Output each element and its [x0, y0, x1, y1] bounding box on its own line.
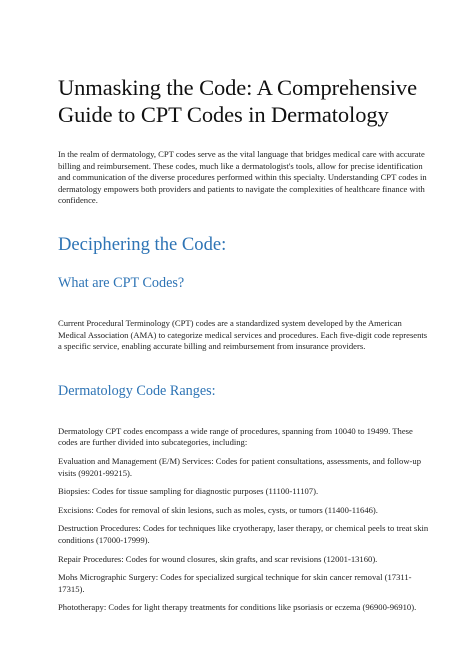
subsection-heading-what-are-cpt-codes: What are CPT Codes?: [58, 274, 185, 291]
list-item: Destruction Procedures: Codes for techniques like cryotherapy, laser therapy, or chemical peels to treat skin conditions (17000-17999).: [58, 523, 429, 545]
subsection-heading-code-ranges: Dermatology Code Ranges:: [58, 382, 216, 399]
document-title-line-1: Unmasking the Code: A Comprehensive: [58, 75, 417, 100]
list-item: Mohs Micrographic Surgery: Codes for specialized surgical technique for skin cancer removal (17311-17315).: [58, 572, 412, 594]
list-item: Repair Procedures: Codes for wound closures, skin grafts, and scar revisions (12001-13160).: [58, 553, 378, 564]
list-item: Phototherapy: Codes for light therapy treatments for conditions like psoriasis or eczema (96900-96910).: [58, 602, 417, 613]
cpt-definition-paragraph: Current Procedural Terminology (CPT) codes are a standardized system developed by the American Medical Association (AMA) to categorize medical services and procedures. Each five-digit code represents a specific service, enabling accurate billing and reimbursement from insurance providers.: [58, 317, 428, 352]
section-heading: Deciphering the Code:: [58, 233, 227, 255]
document-page: [58, 74, 430, 614]
code-range-list: [58, 456, 430, 614]
list-item: Evaluation and Management (E/M) Services: Codes for patient consultations, assessments, and follow-up visits (99201-99215).: [58, 455, 422, 478]
document-title-line-2: Guide to CPT Codes in Dermatology: [58, 102, 389, 127]
list-item: Excisions: Codes for removal of skin lesions, such as moles, cysts, or tumors (11400-11646).: [58, 504, 378, 515]
document-title: [58, 74, 430, 128]
code-ranges-paragraph: Dermatology CPT codes encompass a wide range of procedures, spanning from 10040 to 19499. These codes are further divided into subcategories, including:: [58, 425, 413, 448]
intro-paragraph: In the realm of dermatology, CPT codes serve as the vital language that bridges medical care with accurate billing and reimbursement. These codes, much like a dermatologist's tools, allow for precise identification and communication of the diverse procedures performed within this specialty. Understanding CPT codes in dermatology empowers both providers and patients to navigate the complexities of healthcare finance with confidence.: [58, 149, 427, 206]
list-item: Biopsies: Codes for tissue sampling for diagnostic purposes (11100-11107).: [58, 486, 319, 497]
